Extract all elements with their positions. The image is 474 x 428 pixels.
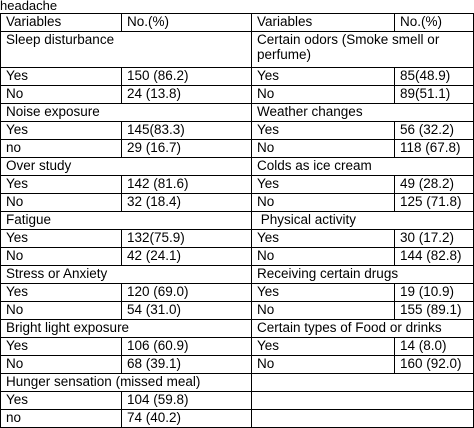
response-label: Yes xyxy=(1,338,122,356)
table-row xyxy=(1,248,474,266)
response-label: No xyxy=(1,248,122,266)
response-label: Yes xyxy=(1,392,122,410)
response-label: No xyxy=(1,356,122,374)
category-label-left: Noise exposure xyxy=(1,104,252,122)
table-caption: headache xyxy=(0,0,58,13)
category-label-left: Over study xyxy=(1,158,252,176)
count-percent-right: 118 (67.8) xyxy=(395,140,474,158)
header-cell-variables: Variables xyxy=(1,14,122,32)
category-label-left: Sleep disturbance xyxy=(1,32,252,68)
table-row xyxy=(1,86,474,104)
category-label-right: Certain odors (Smoke smell or perfume) xyxy=(252,32,474,68)
category-label-left: Stress or Anxiety xyxy=(1,266,252,284)
count-percent-right: 125 (71.8) xyxy=(395,194,474,212)
response-label-right: No xyxy=(252,86,395,104)
response-label-right: Yes xyxy=(252,68,395,86)
response-label-right: No xyxy=(252,140,395,158)
category-row xyxy=(1,32,474,68)
count-percent: 142 (81.6) xyxy=(122,176,252,194)
category-row xyxy=(1,374,474,392)
response-label-right: Yes xyxy=(252,284,395,302)
table-row xyxy=(1,338,474,356)
table-row xyxy=(1,284,474,302)
table-row xyxy=(1,176,474,194)
response-label: Yes xyxy=(1,230,122,248)
count-percent-right: 144 (82.8) xyxy=(395,248,474,266)
table-row xyxy=(1,392,474,410)
category-label-left: Hunger sensation (missed meal) xyxy=(1,374,252,392)
count-percent: 150 (86.2) xyxy=(122,68,252,86)
table-row xyxy=(1,230,474,248)
header-cell-percent-right: No.(%) xyxy=(395,14,474,32)
response-label-right: No xyxy=(252,356,395,374)
response-label-right: Yes xyxy=(252,122,395,140)
count-percent: 132(75.9) xyxy=(122,230,252,248)
category-label-left: Fatigue xyxy=(1,212,252,230)
category-row xyxy=(1,266,474,284)
response-label: no xyxy=(1,140,122,158)
header-row xyxy=(1,14,474,32)
response-label: No xyxy=(1,86,122,104)
response-label: No xyxy=(1,302,122,320)
count-percent: 68 (39.1) xyxy=(122,356,252,374)
response-label: Yes xyxy=(1,122,122,140)
empty-cell xyxy=(252,374,474,392)
category-label-right: Weather changes xyxy=(252,104,474,122)
category-label-left: Bright light exposure xyxy=(1,320,252,338)
response-label-right: No xyxy=(252,248,395,266)
count-percent-right: 160 (92.0) xyxy=(395,356,474,374)
count-percent-right: 30 (17.2) xyxy=(395,230,474,248)
count-percent: 145(83.3) xyxy=(122,122,252,140)
count-percent-right: 155 (89.1) xyxy=(395,302,474,320)
count-percent-right: 14 (8.0) xyxy=(395,338,474,356)
count-percent: 29 (16.7) xyxy=(122,140,252,158)
table-row xyxy=(1,356,474,374)
count-percent-right: 85(48.9) xyxy=(395,68,474,86)
category-row xyxy=(1,212,474,230)
header-cell-variables-right: Variables xyxy=(252,14,395,32)
response-label: Yes xyxy=(1,176,122,194)
response-label: No xyxy=(1,194,122,212)
response-label-right: No xyxy=(252,194,395,212)
count-percent: 24 (13.8) xyxy=(122,86,252,104)
count-percent: 74 (40.2) xyxy=(122,410,252,428)
response-label-right: Yes xyxy=(252,176,395,194)
category-label-right: Colds as ice cream xyxy=(252,158,474,176)
category-label-right: Certain types of Food or drinks xyxy=(252,320,474,338)
category-row xyxy=(1,320,474,338)
response-label: Yes xyxy=(1,68,122,86)
empty-cell xyxy=(252,392,474,410)
category-row xyxy=(1,104,474,122)
count-percent-right: 49 (28.2) xyxy=(395,176,474,194)
count-percent: 32 (18.4) xyxy=(122,194,252,212)
count-percent: 54 (31.0) xyxy=(122,302,252,320)
count-percent-right: 56 (32.2) xyxy=(395,122,474,140)
headache-factors-table xyxy=(0,13,474,428)
header-cell-percent: No.(%) xyxy=(122,14,252,32)
table-row xyxy=(1,68,474,86)
count-percent: 120 (69.0) xyxy=(122,284,252,302)
table-row xyxy=(1,140,474,158)
count-percent-right: 89(51.1) xyxy=(395,86,474,104)
table-row xyxy=(1,302,474,320)
count-percent: 104 (59.8) xyxy=(122,392,252,410)
response-label-right: No xyxy=(252,302,395,320)
count-percent: 106 (60.9) xyxy=(122,338,252,356)
category-label-right: Physical activity xyxy=(252,212,474,230)
response-label: Yes xyxy=(1,284,122,302)
empty-cell xyxy=(252,410,474,428)
count-percent-right: 19 (10.9) xyxy=(395,284,474,302)
table-row xyxy=(1,122,474,140)
response-label: no xyxy=(1,410,122,428)
response-label-right: Yes xyxy=(252,338,395,356)
table-row xyxy=(1,194,474,212)
response-label-right: Yes xyxy=(252,230,395,248)
category-label-right: Receiving certain drugs xyxy=(252,266,474,284)
category-row xyxy=(1,158,474,176)
count-percent: 42 (24.1) xyxy=(122,248,252,266)
table-row xyxy=(1,410,474,428)
